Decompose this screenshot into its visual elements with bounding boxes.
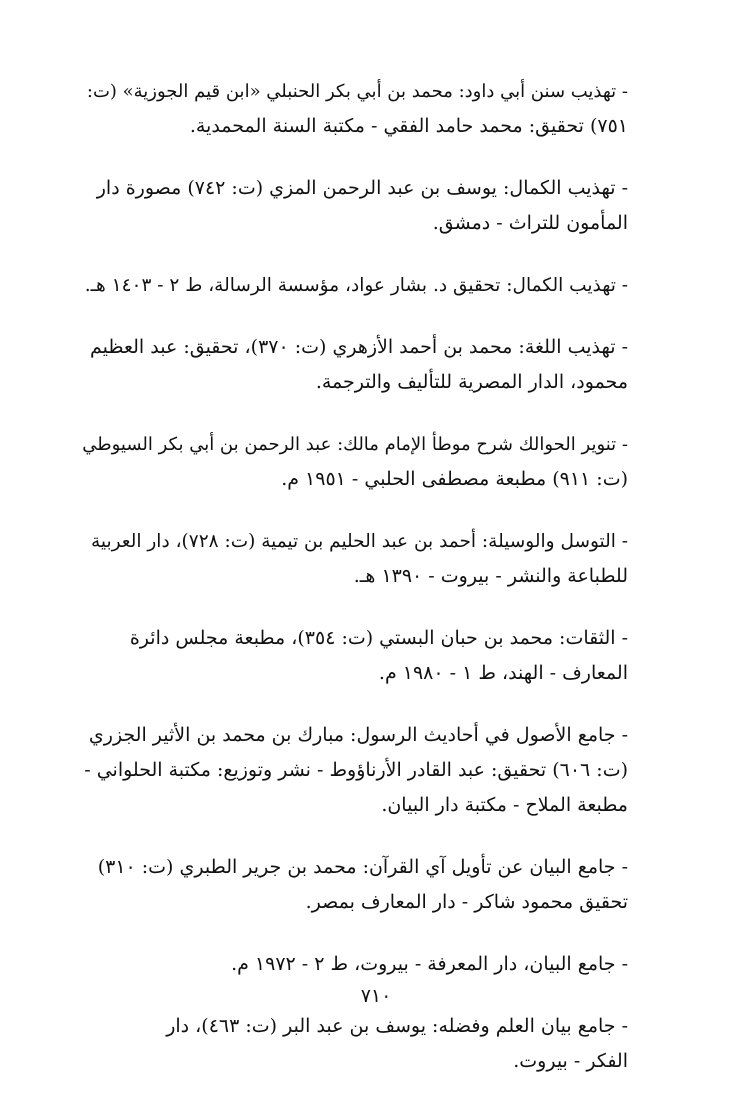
entry-line: (ت: ٩١١) مطبعة مصطفى الحلبي - ١٩٥١ م.: [281, 468, 628, 490]
bibliography-page: [78, 74, 628, 1106]
entry-line: - التوسل والوسيلة: أحمد بن عبد الحليم بن تيمية (ت: ٧٢٨)، دار العربية: [90, 531, 628, 552]
entry-line: - تهذيب سنن أبي داود: محمد بن أبي بكر الحنبلي «ابن قيم الجوزية» (ت:: [86, 81, 628, 102]
bibliography-entry: [78, 171, 628, 241]
entry-line: - جامع البيان عن تأويل آي القرآن: محمد بن جرير الطبري (ت: ٣١٠): [97, 856, 628, 878]
entry-line: مطبعة الملاح - مكتبة دار البيان.: [381, 794, 628, 816]
bibliography-entry: [78, 330, 628, 400]
entry-line: ٧٥١) تحقيق: محمد حامد الفقي - مكتبة السنة المحمدية.: [189, 115, 628, 137]
entry-line: المأمون للتراث - دمشق.: [432, 212, 628, 234]
entry-line: - جامع الأصول في أحاديث الرسول: مبارك بن محمد بن الأثير الجزري: [88, 724, 628, 746]
bibliography-entry: [78, 1009, 628, 1079]
bibliography-entry: [78, 947, 628, 982]
entry-line: الفكر - بيروت.: [513, 1050, 628, 1072]
entry-line: - جامع البيان، دار المعرفة - بيروت، ط ٢ - ١٩٧٢ م.: [231, 953, 628, 975]
entry-line: - الثقات: محمد بن حبان البستي (ت: ٣٥٤)، مطبعة مجلس دائرة: [129, 627, 628, 649]
entry-line: (ت: ٦٠٦) تحقيق: عبد القادر الأرناؤوط - نشر وتوزيع: مكتبة الحلواني -: [84, 759, 628, 781]
entry-line: محمود، الدار المصرية للتأليف والترجمة.: [315, 371, 628, 393]
entry-line: تحقيق محمود شاكر - دار المعارف بمصر.: [305, 891, 628, 913]
entry-line: - تهذيب اللغة: محمد بن أحمد الأزهري (ت: ٣٧٠)، تحقيق: عبد العظيم: [90, 336, 628, 358]
bibliography-entry: [78, 718, 628, 823]
entry-line: - تهذيب الكمال: يوسف بن عبد الرحمن المزي (ت: ٧٤٢) مصورة دار: [96, 177, 628, 199]
bibliography-entry: [78, 850, 628, 920]
bibliography-entry: [78, 524, 628, 594]
entry-line: للطباعة والنشر - بيروت - ١٣٩٠ هـ.: [353, 565, 628, 587]
bibliography-entry: [78, 427, 628, 497]
bibliography-entry: [78, 621, 628, 691]
bibliography-entry: [78, 268, 628, 303]
page-number: ٧١٠: [360, 985, 392, 1007]
entry-line: المعارف - الهند، ط ١ - ١٩٨٠ م.: [378, 662, 628, 684]
bibliography-entry: [78, 74, 628, 144]
entry-line: - جامع بيان العلم وفضله: يوسف بن عبد البر (ت: ٤٦٣)، دار: [166, 1015, 628, 1037]
entry-line: - تهذيب الكمال: تحقيق د. بشار عواد، مؤسسة الرسالة، ط ٢ - ١٤٠٣ هـ.: [84, 275, 628, 296]
entry-line: - تنوير الحوالك شرح موطأ الإمام مالك: عبد الرحمن بن أبي بكر السيوطي: [82, 434, 628, 455]
